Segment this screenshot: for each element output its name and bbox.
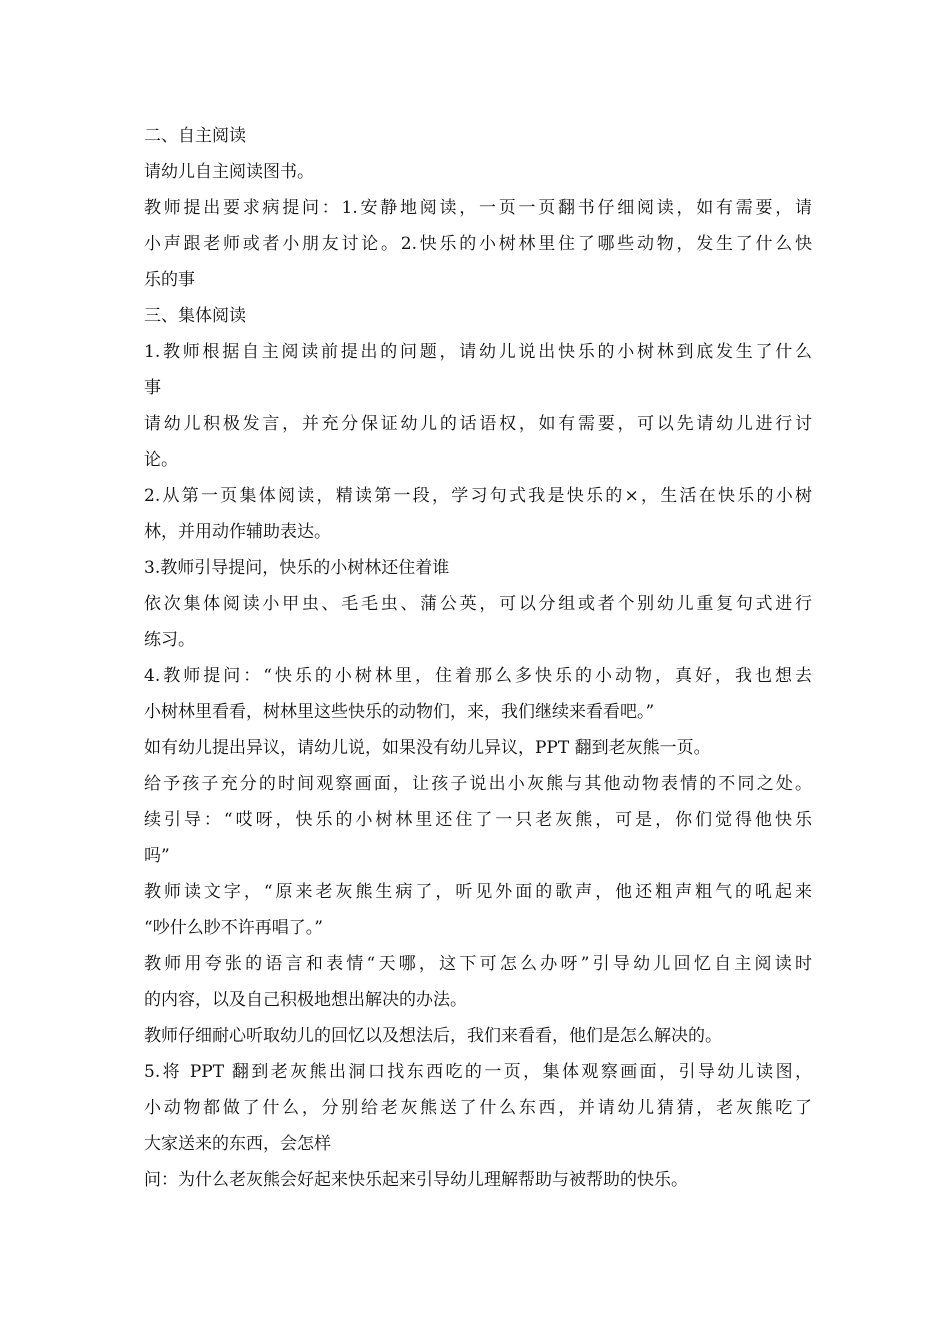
paragraph-line: 事 <box>144 378 161 398</box>
paragraph-line: 3.教师引导提问，快乐的小树林还住着谁 <box>144 558 450 578</box>
paragraph-line: 依次集体阅读小甲虫、毛毛虫、蒲公英，可以分组或者个别幼儿重复句式进行 <box>144 594 812 614</box>
paragraph-line: 请幼儿自主阅读图书。 <box>144 162 314 182</box>
paragraph-line: 小树林里看看，树林里这些快乐的动物们，来，我们继续来看看吧。” <box>144 702 655 722</box>
paragraph-line: 请幼儿积极发言，并充分保证幼儿的话语权，如有需要，可以先请幼儿进行讨 <box>144 414 812 434</box>
paragraph-line: 教师提出要求病提问：1.安静地阅读，一页一页翻书仔细阅读，如有需要，请 <box>144 198 812 218</box>
paragraph-line: 练习。 <box>144 630 195 650</box>
paragraph-line: 教师仔细耐心听取幼儿的回忆以及想法后，我们来看看，他们是怎么解决的。 <box>144 1026 722 1046</box>
paragraph-line: 吗” <box>144 846 170 866</box>
document-body <box>144 118 812 1198</box>
paragraph-line: 2.从第一页集体阅读，精读第一段，学习句式我是快乐的×，生活在快乐的小树 <box>144 486 812 506</box>
paragraph-line: 论。 <box>144 450 178 470</box>
paragraph-line: 大家送来的东西，会怎样 <box>144 1134 331 1154</box>
paragraph-line: 问：为什么老灰熊会好起来快乐起来引导幼儿理解帮助与被帮助的快乐。 <box>144 1170 688 1190</box>
paragraph-line: 小动物都做了什么，分别给老灰熊送了什么东西，并请幼儿猜猜，老灰熊吃了 <box>144 1098 812 1118</box>
paragraph-line: 续引导：“哎呀，快乐的小树林里还住了一只老灰熊，可是，你们觉得他快乐 <box>144 810 812 830</box>
paragraph-line: 5.将 PPT 翻到老灰熊出洞口找东西吃的一页，集体观察画面，引导幼儿读图， <box>144 1062 812 1082</box>
paragraph-line: 1.教师根据自主阅读前提出的问题，请幼儿说出快乐的小树林到底发生了什么 <box>144 342 812 362</box>
paragraph-line: 林，并用动作辅助表达。 <box>144 522 331 542</box>
paragraph-line: 小声跟老师或者小朋友讨论。2.快乐的小树林里住了哪些动物，发生了什么快 <box>144 234 812 254</box>
paragraph-line: 如有幼儿提出异议，请幼儿说，如果没有幼儿异议，PPT 翻到老灰熊一页。 <box>144 738 711 758</box>
paragraph-line: 4.教师提问：“快乐的小树林里，住着那么多快乐的小动物，真好，我也想去 <box>144 666 812 686</box>
section-heading-self-reading: 二、自主阅读 <box>144 126 246 146</box>
paragraph-line: 给予孩子充分的时间观察画面，让孩子说出小灰熊与其他动物表情的不同之处。 <box>144 774 812 794</box>
paragraph-line: 乐的事 <box>144 270 195 290</box>
paragraph-line: 的内容，以及自己积极地想出解决的办法。 <box>144 990 467 1010</box>
paragraph-line: 教师读文字，“原来老灰熊生病了，听见外面的歌声，他还粗声粗气的吼起来 <box>144 882 812 902</box>
paragraph-line: “吵什么眇不许再唱了。” <box>144 918 323 938</box>
paragraph-line: 教师用夸张的语言和表情“天哪，这下可怎么办呀”引导幼儿回忆自主阅读时 <box>144 954 812 974</box>
section-heading-group-reading: 三、集体阅读 <box>144 306 246 326</box>
